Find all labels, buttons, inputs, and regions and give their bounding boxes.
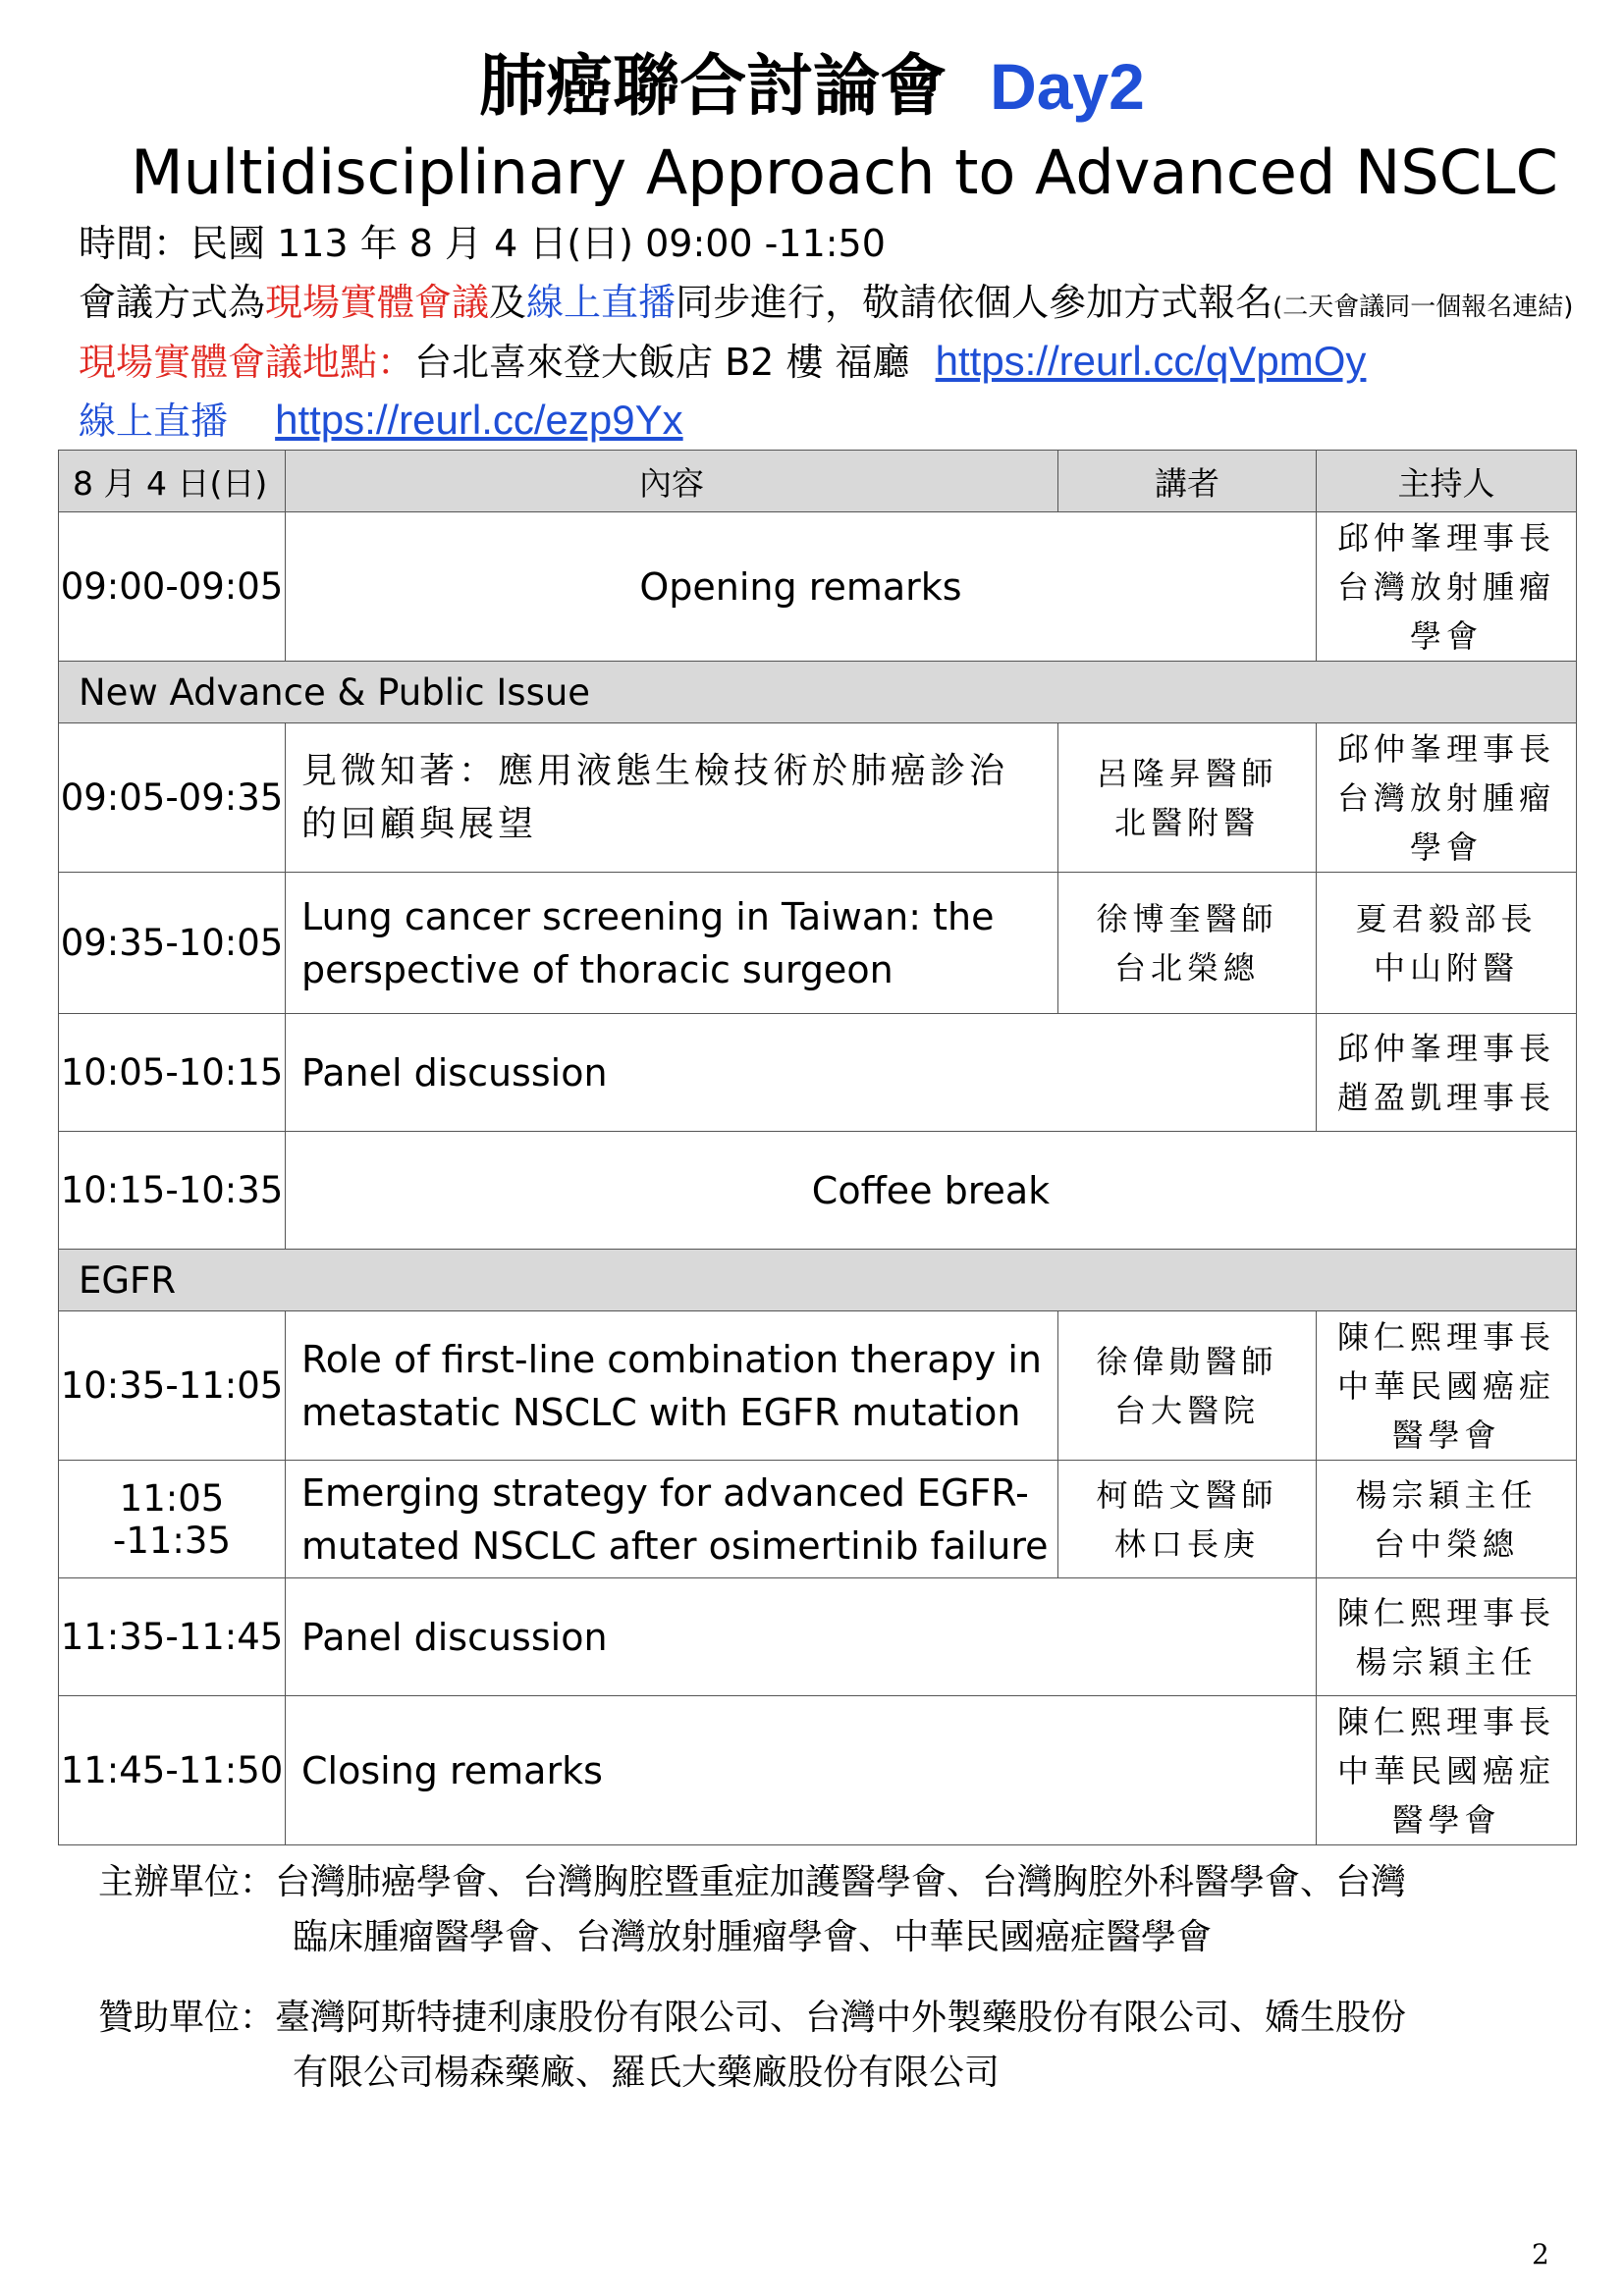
session-host: [1317, 1578, 1577, 1696]
mode-note: (二天會議同一個報名連結): [1272, 293, 1574, 322]
session-time: 11:35-11:45: [59, 1578, 286, 1696]
mode-suffix: 同步進行，敬請依個人參加方式報名: [676, 281, 1273, 324]
venue-text: 台北喜來登大飯店 B2 樓 福廳: [414, 341, 910, 384]
sponsors-line-1: 贊助單位：臺灣阿斯特捷利康股份有限公司、台灣中外製藥股份有限公司、嬌生股份: [98, 1998, 1407, 2038]
online-line: [79, 395, 683, 447]
host-line: 醫學會: [1391, 1415, 1501, 1454]
sponsors-line-2: 有限公司楊森藥廠、羅氏大藥廠股份有限公司: [293, 2053, 1001, 2093]
session-content: Panel discussion: [286, 1578, 1317, 1696]
session-time: 09:00-09:05: [59, 512, 286, 662]
content-line: perspective of thoracic surgeon: [301, 947, 893, 991]
header-date: 8 月 4 日(日): [59, 451, 286, 512]
mode-prefix: 會議方式為: [79, 281, 266, 324]
table-header-row: [59, 451, 1577, 512]
mode-line: [79, 277, 1573, 333]
organizers-line-1: 主辦單位：台灣肺癌學會、台灣胸腔暨重症加護醫學會、台灣胸腔外科醫學會、台灣: [98, 1862, 1407, 1902]
host-line: 中山附醫: [1373, 948, 1519, 987]
speaker-line: 徐偉勛醫師: [1096, 1342, 1278, 1380]
host-line: 陳仁熙理事長: [1336, 1593, 1555, 1631]
venue-colon: ：: [377, 341, 415, 384]
session-time: 09:35-10:05: [59, 873, 286, 1014]
session-speaker: [1058, 873, 1317, 1014]
session-host: [1317, 1311, 1577, 1461]
host-line: 中華民國癌症: [1336, 1751, 1555, 1789]
session-time: 10:05-10:15: [59, 1014, 286, 1132]
session-content: Panel discussion: [286, 1014, 1317, 1132]
host-line: 學會: [1409, 828, 1483, 866]
speaker-line: 台大醫院: [1113, 1391, 1260, 1429]
title-text: 肺癌聯合討論會: [479, 48, 947, 126]
header-content: 內容: [286, 451, 1058, 512]
session-host: [1317, 512, 1577, 662]
session-content: Opening remarks: [286, 512, 1317, 662]
mode-and: 及: [489, 281, 527, 324]
host-line: 陳仁熙理事長: [1336, 1702, 1555, 1740]
host-line: 台灣放射腫瘤: [1336, 778, 1555, 817]
section-row: [59, 1250, 1577, 1311]
session-content: [286, 1461, 1058, 1578]
session-speaker: [1058, 723, 1317, 873]
venue-label: 現場實體會議地點: [79, 341, 378, 384]
session-host: [1317, 1461, 1577, 1578]
time-line: 時間：民國 113 年 8 月 4 日(日) 09:00 -11:50: [79, 222, 886, 265]
table-row: [59, 873, 1577, 1014]
content-line: 的回顧與展望: [301, 803, 538, 844]
session-content: Closing remarks: [286, 1696, 1317, 1845]
table-row: [59, 1311, 1577, 1461]
host-line: 醫學會: [1391, 1800, 1501, 1839]
content-line: 見微知著：應用液態生檢技術於肺癌診治: [301, 750, 1009, 791]
table-row: [59, 1132, 1577, 1250]
content-line: Role of first-line combination therapy in: [301, 1337, 1042, 1381]
organizers-line-2: 臨床腫瘤醫學會、台灣放射腫瘤學會、中華民國癌症醫學會: [293, 1917, 1213, 1957]
content-line: Lung cancer screening in Taiwan: the: [301, 894, 995, 938]
session-time: 10:35-11:05: [59, 1311, 286, 1461]
host-line: 邱仲峯理事長: [1336, 729, 1555, 768]
section-title: EGFR: [59, 1250, 1577, 1311]
session-host: [1317, 873, 1577, 1014]
session-time: 11:45-11:50: [59, 1696, 286, 1845]
session-time: 11:05 -11:35: [59, 1461, 286, 1578]
session-speaker: [1058, 1461, 1317, 1578]
host-line: 陳仁熙理事長: [1336, 1317, 1555, 1356]
host-line: 邱仲峯理事長: [1336, 518, 1555, 557]
organizers: [98, 1855, 1406, 1965]
host-line: 楊宗穎主任: [1355, 1475, 1538, 1514]
speaker-line: 林口長庚: [1113, 1524, 1260, 1563]
venue-link[interactable]: https://reurl.cc/qVpmOy: [935, 338, 1367, 384]
table-row: [59, 1014, 1577, 1132]
session-host: [1317, 1014, 1577, 1132]
content-line: Emerging strategy for advanced EGFR-: [301, 1470, 1029, 1515]
speaker-line: 柯皓文醫師: [1096, 1475, 1278, 1514]
session-content: [286, 873, 1058, 1014]
host-line: 夏君毅部長: [1355, 899, 1538, 937]
section-title: New Advance & Public Issue: [59, 662, 1577, 723]
table-row: [59, 1461, 1577, 1578]
online-link[interactable]: https://reurl.cc/ezp9Yx: [275, 397, 683, 443]
venue-line: [79, 336, 1366, 388]
header-speaker: 講者: [1058, 451, 1317, 512]
host-line: 趙盈凱理事長: [1336, 1078, 1555, 1116]
host-line: 台灣放射腫瘤: [1336, 567, 1555, 606]
session-time: 10:15-10:35: [59, 1132, 286, 1250]
session-speaker: [1058, 1311, 1317, 1461]
host-line: 楊宗穎主任: [1355, 1642, 1538, 1681]
mode-online: 線上直播: [526, 281, 677, 324]
host-line: 邱仲峯理事長: [1336, 1029, 1555, 1067]
host-line: 中華民國癌症: [1336, 1366, 1555, 1405]
session-content: Coffee break: [286, 1132, 1577, 1250]
table-row: [59, 1578, 1577, 1696]
session-content: [286, 1311, 1058, 1461]
sponsors: [98, 1991, 1406, 2101]
table-row: [59, 1696, 1577, 1845]
content-line: metastatic NSCLC with EGFR mutation: [301, 1390, 1021, 1434]
agenda-table: [58, 450, 1577, 1845]
session-host: [1317, 723, 1577, 873]
online-label: 線上直播: [79, 400, 229, 443]
content-line: mutated NSCLC after osimertinib failure: [301, 1523, 1049, 1568]
page-title: [0, 41, 1624, 133]
session-content: [286, 723, 1058, 873]
mode-onsite: 現場實體會議: [265, 281, 490, 324]
speaker-line: 台北榮總: [1113, 948, 1260, 987]
host-line: 台中榮總: [1373, 1524, 1519, 1563]
speaker-line: 北醫附醫: [1113, 803, 1260, 841]
speaker-line: 徐博奎醫師: [1096, 899, 1278, 937]
speaker-line: 呂隆昇醫師: [1096, 754, 1278, 792]
section-row: [59, 662, 1577, 723]
session-time: 09:05-09:35: [59, 723, 286, 873]
day-label: Day2: [990, 50, 1145, 123]
subtitle: Multidisciplinary Approach to Advanced NSCLC: [131, 136, 1558, 208]
page-number: 2: [1532, 2238, 1549, 2270]
table-row: [59, 512, 1577, 662]
host-line: 學會: [1409, 616, 1483, 655]
table-row: [59, 723, 1577, 873]
header-host: 主持人: [1317, 451, 1577, 512]
session-host: [1317, 1696, 1577, 1845]
